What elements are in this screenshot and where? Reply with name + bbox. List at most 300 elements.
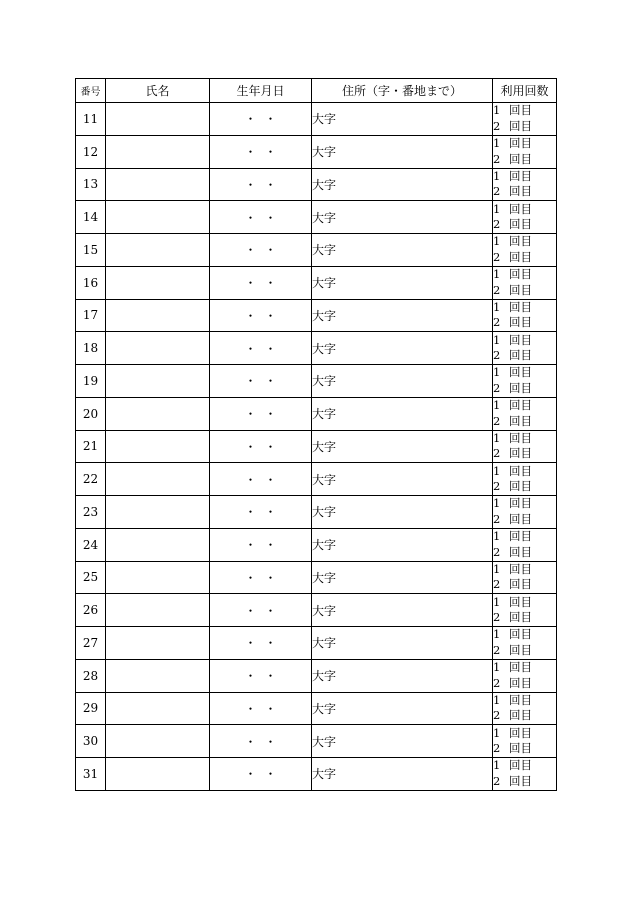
table-row (76, 332, 557, 365)
usage-line (493, 431, 556, 447)
usage-label: 回目 (509, 496, 532, 511)
usage-count: 2 (493, 184, 501, 199)
usage-count: 2 (493, 479, 501, 494)
address-cell[interactable]: 大字 (312, 430, 493, 463)
name-cell[interactable] (106, 103, 210, 136)
usage-line (493, 726, 556, 742)
usage-label: 回目 (509, 741, 532, 756)
usage-count: 2 (493, 610, 501, 625)
usage-line (493, 577, 556, 593)
usage-count: 2 (493, 511, 501, 526)
birthdate-cell[interactable] (210, 725, 312, 758)
table-row (76, 299, 557, 332)
usage-line (493, 365, 556, 381)
usage-line (493, 202, 556, 218)
usage-line (493, 315, 556, 331)
name-cell[interactable] (106, 397, 210, 430)
date-separator: ・ (244, 734, 257, 749)
usage-count: 1 (493, 594, 501, 609)
date-separator: ・ (264, 308, 277, 323)
address-cell[interactable]: 大字 (312, 659, 493, 692)
usage-count: 1 (493, 660, 501, 675)
row-number: 18 (76, 332, 106, 365)
table-row (76, 266, 557, 299)
usage-line (493, 693, 556, 709)
usage-line (493, 479, 556, 495)
usage-line (493, 774, 556, 790)
usage-line (493, 103, 556, 119)
date-separator: ・ (244, 210, 257, 225)
birthdate-cell[interactable] (210, 168, 312, 201)
usage-line (493, 562, 556, 578)
row-number: 17 (76, 299, 106, 332)
row-number: 19 (76, 365, 106, 398)
usage-label: 回目 (509, 529, 532, 544)
date-separator: ・ (264, 603, 277, 618)
usage-label: 回目 (509, 511, 532, 526)
name-cell[interactable] (106, 168, 210, 201)
table-row (76, 201, 557, 234)
usage-line (493, 250, 556, 266)
usage-count: 1 (493, 561, 501, 576)
usage-cell[interactable] (493, 463, 557, 496)
address-cell[interactable]: 大字 (312, 627, 493, 660)
usage-line (493, 398, 556, 414)
usage-line (493, 348, 556, 364)
usage-cell[interactable] (493, 528, 557, 561)
name-cell[interactable] (106, 201, 210, 234)
row-number: 27 (76, 627, 106, 660)
usage-line (493, 643, 556, 659)
table-row (76, 725, 557, 758)
date-separator: ・ (264, 636, 277, 651)
header-row (76, 79, 557, 103)
birthdate-cell[interactable] (210, 758, 312, 791)
usage-line (493, 610, 556, 626)
usage-label: 回目 (509, 430, 532, 445)
address-cell[interactable]: 大字 (312, 528, 493, 561)
birthdate-cell[interactable] (210, 561, 312, 594)
usage-label: 回目 (509, 315, 532, 330)
name-cell[interactable] (106, 692, 210, 725)
usage-line (493, 741, 556, 757)
usage-label: 回目 (509, 234, 532, 249)
row-number: 14 (76, 201, 106, 234)
usage-cell[interactable] (493, 332, 557, 365)
date-separator: ・ (244, 243, 257, 258)
row-number: 11 (76, 103, 106, 136)
date-separator: ・ (244, 669, 257, 684)
address-cell[interactable]: 大字 (312, 594, 493, 627)
usage-line (493, 660, 556, 676)
birthdate-cell[interactable] (210, 397, 312, 430)
row-number: 29 (76, 692, 106, 725)
usage-line (493, 119, 556, 135)
usage-count: 2 (493, 544, 501, 559)
address-cell[interactable]: 大字 (312, 692, 493, 725)
usage-count: 1 (493, 496, 501, 511)
name-cell[interactable] (106, 299, 210, 332)
usage-count: 1 (493, 267, 501, 282)
date-separator: ・ (264, 145, 277, 160)
row-number: 12 (76, 135, 106, 168)
name-cell[interactable] (106, 365, 210, 398)
usage-count: 1 (493, 529, 501, 544)
date-separator: ・ (264, 210, 277, 225)
row-number: 28 (76, 659, 106, 692)
address-cell[interactable]: 大字 (312, 725, 493, 758)
usage-count: 2 (493, 446, 501, 461)
birthdate-cell[interactable] (210, 659, 312, 692)
usage-line (493, 676, 556, 692)
row-number: 30 (76, 725, 106, 758)
usage-cell[interactable] (493, 299, 557, 332)
date-separator: ・ (244, 439, 257, 454)
usage-label: 回目 (509, 103, 532, 118)
birthdate-cell[interactable] (210, 234, 312, 267)
table-row (76, 659, 557, 692)
usage-label: 回目 (509, 642, 532, 657)
row-number: 23 (76, 496, 106, 529)
name-cell[interactable] (106, 234, 210, 267)
date-separator: ・ (264, 669, 277, 684)
table-row (76, 234, 557, 267)
usage-label: 回目 (509, 299, 532, 314)
usage-count: 1 (493, 758, 501, 773)
table-row (76, 463, 557, 496)
usage-label: 回目 (509, 544, 532, 559)
name-cell[interactable] (106, 463, 210, 496)
usage-label: 回目 (509, 398, 532, 413)
birthdate-cell[interactable] (210, 332, 312, 365)
table-row (76, 430, 557, 463)
address-cell[interactable]: 大字 (312, 266, 493, 299)
name-cell[interactable] (106, 496, 210, 529)
usage-line (493, 529, 556, 545)
usage-line (493, 595, 556, 611)
usage-cell[interactable] (493, 201, 557, 234)
name-cell[interactable] (106, 627, 210, 660)
usage-label: 回目 (509, 725, 532, 740)
usage-count: 2 (493, 773, 501, 788)
usage-label: 回目 (509, 267, 532, 282)
usage-cell[interactable] (493, 758, 557, 791)
usage-line (493, 414, 556, 430)
usage-line (493, 234, 556, 250)
usage-label: 回目 (509, 479, 532, 494)
table-row (76, 397, 557, 430)
date-separator: ・ (264, 243, 277, 258)
usage-label: 回目 (509, 282, 532, 297)
usage-cell[interactable] (493, 103, 557, 136)
usage-count: 1 (493, 692, 501, 707)
usage-label: 回目 (509, 151, 532, 166)
birthdate-cell[interactable] (210, 594, 312, 627)
usage-count: 2 (493, 577, 501, 592)
usage-count: 1 (493, 725, 501, 740)
usage-count: 2 (493, 151, 501, 166)
usage-count: 2 (493, 118, 501, 133)
usage-count: 1 (493, 136, 501, 151)
date-separator: ・ (244, 767, 257, 782)
usage-line (493, 446, 556, 462)
usage-line (493, 283, 556, 299)
usage-line (493, 267, 556, 283)
usage-label: 回目 (509, 627, 532, 642)
usage-line (493, 217, 556, 233)
usage-label: 回目 (509, 118, 532, 133)
birthdate-cell[interactable] (210, 266, 312, 299)
date-separator: ・ (264, 407, 277, 422)
date-separator: ・ (244, 407, 257, 422)
date-separator: ・ (264, 112, 277, 127)
usage-cell[interactable] (493, 561, 557, 594)
date-separator: ・ (244, 472, 257, 487)
usage-label: 回目 (509, 463, 532, 478)
table-row (76, 561, 557, 594)
row-number: 13 (76, 168, 106, 201)
usage-count: 1 (493, 168, 501, 183)
usage-label: 回目 (509, 249, 532, 264)
birthdate-cell[interactable] (210, 299, 312, 332)
table-row (76, 135, 557, 168)
table-row (76, 168, 557, 201)
usage-line (493, 758, 556, 774)
table-row (76, 103, 557, 136)
usage-count: 1 (493, 103, 501, 118)
table-row (76, 528, 557, 561)
date-separator: ・ (244, 570, 257, 585)
usage-count: 1 (493, 234, 501, 249)
header-number: 番号 (76, 79, 106, 103)
usage-cell[interactable] (493, 430, 557, 463)
usage-count: 2 (493, 249, 501, 264)
date-separator: ・ (244, 177, 257, 192)
usage-count: 2 (493, 380, 501, 395)
address-cell[interactable]: 大字 (312, 234, 493, 267)
birthdate-cell[interactable] (210, 430, 312, 463)
header-address: 住所（字・番地まで） (312, 79, 493, 103)
usage-cell[interactable] (493, 168, 557, 201)
address-cell[interactable]: 大字 (312, 758, 493, 791)
usage-line (493, 381, 556, 397)
usage-label: 回目 (509, 577, 532, 592)
table-row (76, 692, 557, 725)
date-separator: ・ (264, 734, 277, 749)
date-separator: ・ (264, 570, 277, 585)
usage-line (493, 496, 556, 512)
date-separator: ・ (244, 308, 257, 323)
usage-line (493, 545, 556, 561)
birthdate-cell[interactable] (210, 103, 312, 136)
address-cell[interactable]: 大字 (312, 397, 493, 430)
usage-label: 回目 (509, 610, 532, 625)
usage-label: 回目 (509, 758, 532, 773)
address-cell[interactable]: 大字 (312, 201, 493, 234)
header-birthdate: 生年月日 (210, 79, 312, 103)
date-separator: ・ (264, 276, 277, 291)
usage-label: 回目 (509, 365, 532, 380)
birthdate-cell[interactable] (210, 692, 312, 725)
name-cell[interactable] (106, 725, 210, 758)
birthdate-cell[interactable] (210, 463, 312, 496)
date-separator: ・ (244, 341, 257, 356)
date-separator: ・ (264, 341, 277, 356)
row-number: 25 (76, 561, 106, 594)
usage-count: 2 (493, 675, 501, 690)
usage-count: 2 (493, 348, 501, 363)
usage-line (493, 464, 556, 480)
usage-count: 2 (493, 282, 501, 297)
usage-cell[interactable] (493, 266, 557, 299)
birthdate-cell[interactable] (210, 365, 312, 398)
date-separator: ・ (264, 374, 277, 389)
address-cell[interactable]: 大字 (312, 168, 493, 201)
date-separator: ・ (244, 636, 257, 651)
address-cell[interactable]: 大字 (312, 299, 493, 332)
usage-label: 回目 (509, 692, 532, 707)
birthdate-cell[interactable] (210, 201, 312, 234)
usage-label: 回目 (509, 168, 532, 183)
usage-label: 回目 (509, 184, 532, 199)
usage-label: 回目 (509, 332, 532, 347)
usage-label: 回目 (509, 217, 532, 232)
date-separator: ・ (244, 112, 257, 127)
birthdate-cell[interactable] (210, 135, 312, 168)
usage-line (493, 136, 556, 152)
usage-cell[interactable] (493, 659, 557, 692)
usage-count: 2 (493, 413, 501, 428)
date-separator: ・ (264, 177, 277, 192)
table-row (76, 496, 557, 529)
usage-cell[interactable] (493, 725, 557, 758)
name-cell[interactable] (106, 332, 210, 365)
usage-label: 回目 (509, 675, 532, 690)
usage-count: 1 (493, 332, 501, 347)
usage-count: 1 (493, 627, 501, 642)
name-cell[interactable] (106, 266, 210, 299)
address-cell[interactable]: 大字 (312, 561, 493, 594)
usage-label: 回目 (509, 594, 532, 609)
date-separator: ・ (244, 374, 257, 389)
usage-count: 2 (493, 217, 501, 232)
usage-line (493, 512, 556, 528)
usage-cell[interactable] (493, 594, 557, 627)
usage-cell[interactable] (493, 627, 557, 660)
row-number: 15 (76, 234, 106, 267)
usage-label: 回目 (509, 201, 532, 216)
table-row (76, 594, 557, 627)
usage-line (493, 708, 556, 724)
row-number: 22 (76, 463, 106, 496)
date-separator: ・ (264, 538, 277, 553)
date-separator: ・ (264, 505, 277, 520)
date-separator: ・ (244, 145, 257, 160)
date-separator: ・ (264, 767, 277, 782)
address-cell[interactable]: 大字 (312, 135, 493, 168)
row-number: 21 (76, 430, 106, 463)
date-separator: ・ (264, 439, 277, 454)
usage-cell[interactable] (493, 496, 557, 529)
date-separator: ・ (244, 505, 257, 520)
date-separator: ・ (264, 472, 277, 487)
date-separator: ・ (264, 701, 277, 716)
row-number: 24 (76, 528, 106, 561)
usage-line (493, 169, 556, 185)
date-separator: ・ (244, 276, 257, 291)
row-number: 31 (76, 758, 106, 791)
usage-line (493, 184, 556, 200)
usage-count: 2 (493, 315, 501, 330)
address-cell[interactable]: 大字 (312, 496, 493, 529)
address-cell[interactable]: 大字 (312, 463, 493, 496)
row-number: 16 (76, 266, 106, 299)
address-cell[interactable]: 大字 (312, 365, 493, 398)
usage-count: 2 (493, 642, 501, 657)
usage-count: 1 (493, 299, 501, 314)
usage-cell[interactable] (493, 692, 557, 725)
name-cell[interactable] (106, 561, 210, 594)
usage-label: 回目 (509, 348, 532, 363)
birthdate-cell[interactable] (210, 627, 312, 660)
usage-label: 回目 (509, 773, 532, 788)
name-cell[interactable] (106, 659, 210, 692)
name-cell[interactable] (106, 528, 210, 561)
date-separator: ・ (244, 603, 257, 618)
birthdate-cell[interactable] (210, 496, 312, 529)
usage-count: 1 (493, 463, 501, 478)
usage-line (493, 627, 556, 643)
address-cell[interactable]: 大字 (312, 103, 493, 136)
date-separator: ・ (244, 538, 257, 553)
usage-label: 回目 (509, 136, 532, 151)
registration-table (75, 78, 557, 791)
usage-cell[interactable] (493, 234, 557, 267)
table-row (76, 365, 557, 398)
usage-count: 1 (493, 201, 501, 216)
usage-line (493, 152, 556, 168)
usage-count: 1 (493, 398, 501, 413)
header-usage: 利用回数 (493, 79, 557, 103)
name-cell[interactable] (106, 594, 210, 627)
usage-label: 回目 (509, 446, 532, 461)
header-name: 氏名 (106, 79, 210, 103)
birthdate-cell[interactable] (210, 528, 312, 561)
table-row (76, 627, 557, 660)
usage-label: 回目 (509, 413, 532, 428)
usage-line (493, 333, 556, 349)
usage-count: 2 (493, 741, 501, 756)
usage-cell[interactable] (493, 397, 557, 430)
usage-label: 回目 (509, 708, 532, 723)
usage-count: 1 (493, 365, 501, 380)
usage-cell[interactable] (493, 135, 557, 168)
usage-label: 回目 (509, 561, 532, 576)
name-cell[interactable] (106, 758, 210, 791)
row-number: 20 (76, 397, 106, 430)
usage-count: 2 (493, 708, 501, 723)
name-cell[interactable] (106, 430, 210, 463)
date-separator: ・ (244, 701, 257, 716)
usage-label: 回目 (509, 660, 532, 675)
usage-line (493, 300, 556, 316)
usage-cell[interactable] (493, 365, 557, 398)
address-cell[interactable]: 大字 (312, 332, 493, 365)
table-row (76, 758, 557, 791)
name-cell[interactable] (106, 135, 210, 168)
row-number: 26 (76, 594, 106, 627)
usage-count: 1 (493, 430, 501, 445)
